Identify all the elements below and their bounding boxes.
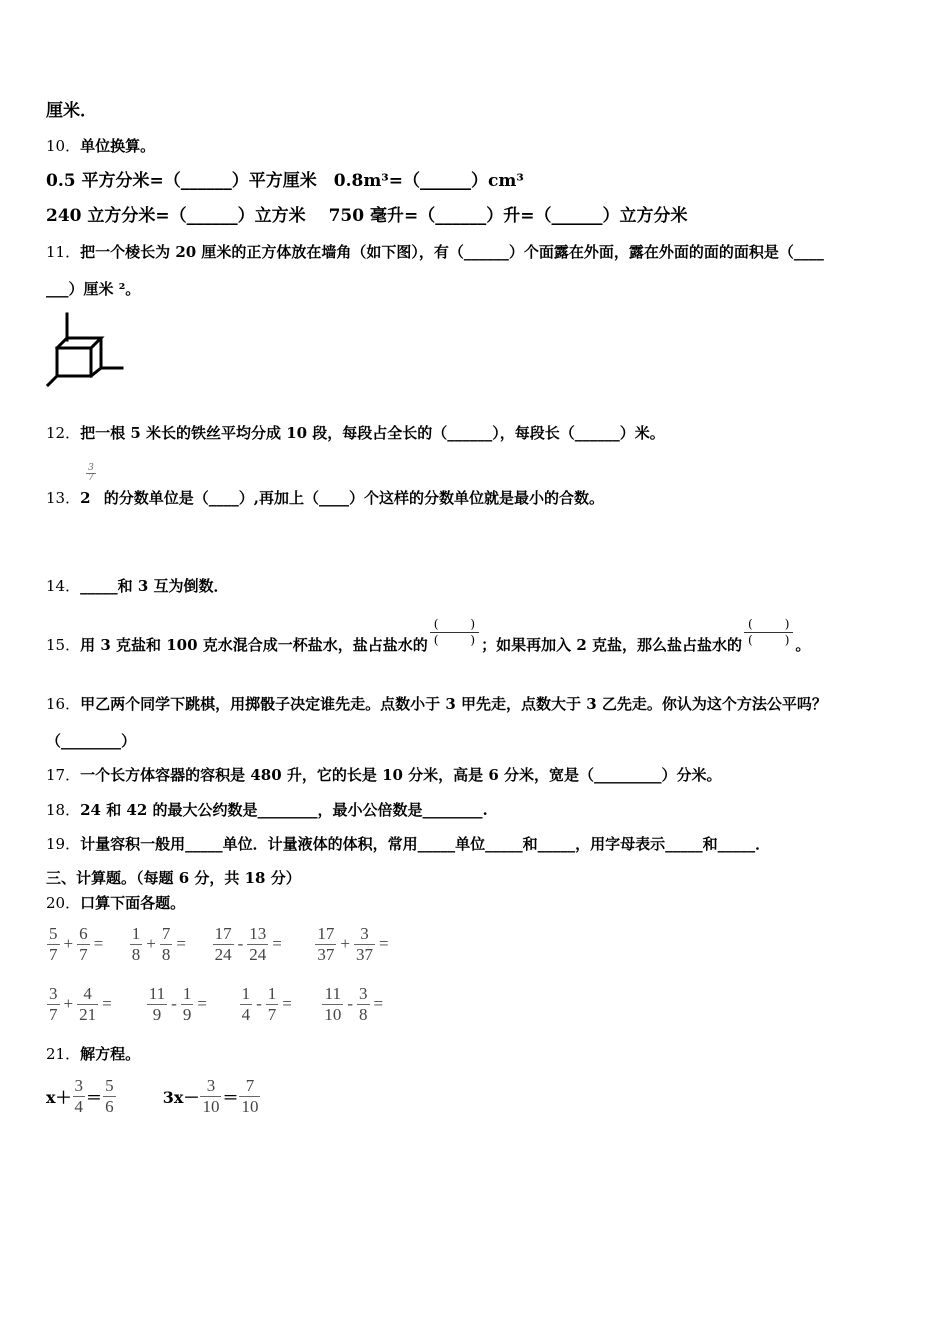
q15-part2: ；如果再加入 2 克盐，那么盐占盐水的	[481, 636, 742, 654]
q10-line1: 0.5 平方分米=（______）平方厘米 0.8m³=（______）cm³	[46, 171, 524, 191]
fraction: $\frac{1}{4}$	[241, 984, 251, 1024]
fraction: $\frac{1}{9}$	[182, 984, 192, 1024]
q15-blank-numerator-2: ( )	[744, 617, 793, 632]
q15-blank-numerator-1: ( )	[430, 617, 479, 632]
q20-r1-item3: $\frac{17}{24}$ - $\frac{13}{24}$ =	[214, 924, 282, 964]
cube-front-face	[57, 348, 91, 376]
q20-r2-item4: $\frac{11}{10}$ - $\frac{3}{8}$ =	[324, 984, 384, 1024]
q16-line1	[46, 695, 827, 713]
q19	[46, 835, 770, 853]
q20-r2-item2: $\frac{11}{9}$ - $\frac{1}{9}$ =	[148, 984, 207, 1024]
fraction: $\frac{3}{8}$	[359, 984, 368, 1024]
fraction: $\frac{6}{7}$	[79, 924, 88, 964]
q17	[46, 766, 722, 784]
q18	[46, 801, 488, 819]
q20-r1-item1: $\frac{5}{7}$ + $\frac{6}{7}$ =	[49, 924, 104, 964]
q20-row2	[46, 985, 419, 1024]
fraction: $\frac{11}{9}$	[148, 984, 166, 1024]
q20-r1-item4: $\frac{17}{37}$ + $\frac{3}{37}$ =	[317, 924, 389, 964]
q19-text: 计量容积一般用_____单位．计量液体的体积，常用_____单位_____和_____，用字母表示_____和_____．	[80, 835, 771, 853]
fraction: $\frac{17}{37}$	[317, 924, 335, 964]
q20-title: 口算下面各题。	[80, 894, 186, 912]
q17-text: 一个长方体容器的容积是 480 升，它的长是 10 分米，高是 6 分米，宽是（_________）分米。	[80, 766, 722, 784]
q20-r2-item3: $\frac{1}{4}$ - $\frac{1}{7}$ =	[241, 984, 292, 1024]
fraction: $\frac{5}{6}$	[105, 1076, 114, 1116]
q20-r2-item1: $\frac{3}{7}$ + $\frac{4}{21}$ =	[49, 984, 112, 1024]
q11-line2: ___）厘米 ²。	[46, 280, 141, 298]
q14-text: _____和 3 互为倒数．	[80, 577, 229, 595]
fraction: $\frac{1}{7}$	[267, 984, 277, 1024]
q15-part1: 用 3 克盐和 100 克水混合成一杯盐水，盐占盐水的	[80, 636, 428, 654]
q11-text1: 把一个棱长为 20 厘米的正方体放在墙角（如下图），有（______）个面露在外面，露在外面的面的面积是（____	[80, 243, 824, 261]
q12-number: 12．	[46, 424, 81, 442]
q21-heading	[46, 1045, 140, 1063]
fraction: $\frac{3}{7}$	[49, 984, 58, 1024]
q20-row1	[46, 925, 412, 964]
q11-line1	[46, 243, 824, 261]
q18-number: 18．	[46, 801, 81, 819]
q13-whole: 2	[80, 489, 91, 507]
q15-blank-fraction-1	[430, 617, 479, 647]
q10-number: 10．	[46, 137, 81, 155]
fraction: $\frac{1}{8}$	[131, 924, 141, 964]
q14-number: 14．	[46, 577, 81, 595]
q15-number: 15．	[46, 636, 81, 654]
q16-text1: 甲乙两个同学下跳棋，用掷骰子决定谁先走。点数小于 3 甲先走，点数大于 3 乙先走。你认为这个方法公平吗？	[80, 695, 827, 713]
fraction: $\frac{13}{24}$	[249, 924, 267, 964]
q20-r1-item2: $\frac{1}{8}$ + $\frac{7}{8}$ =	[131, 924, 186, 964]
fraction: $\frac{3}{10}$	[202, 1076, 220, 1116]
fraction: $\frac{4}{21}$	[79, 984, 97, 1024]
q19-number: 19．	[46, 835, 81, 853]
q10-title: 单位换算。	[80, 137, 156, 155]
fraction: $\frac{5}{7}$	[49, 924, 58, 964]
q15	[46, 617, 811, 654]
fraction: $\frac{17}{24}$	[214, 924, 232, 964]
q10-line2: 240 立方分米=（______）立方米 750 毫升=（______）升=（______）立方分米	[46, 206, 688, 226]
fraction: $\frac{3}{4}$	[74, 1076, 84, 1116]
q13-frac-numerator: 3	[86, 464, 96, 474]
q13-text: 的分数单位是（____）,再加上（____）个这样的分数单位就是最小的合数。	[98, 489, 604, 507]
q12	[46, 424, 665, 442]
q12-text: 把一根 5 米长的铁丝平均分成 10 段，每段占全长的（______），每段长（______）米。	[80, 424, 665, 442]
section-3-heading: 三、计算题。（每题 6 分，共 18 分）	[46, 869, 301, 887]
q16-line2: （________）	[46, 732, 137, 750]
fraction: $\frac{7}{8}$	[161, 924, 171, 964]
fraction: $\frac{11}{10}$	[324, 984, 342, 1024]
q9-tail: 厘米．	[46, 101, 97, 121]
q21-equations	[46, 1077, 261, 1116]
q21-title: 解方程。	[80, 1045, 141, 1063]
q21-number: 21．	[46, 1045, 81, 1063]
q20-number: 20．	[46, 894, 81, 912]
q13-number: 13．	[46, 489, 81, 507]
q14	[46, 577, 228, 595]
q11-number: 11．	[46, 243, 81, 261]
q15-blank-fraction-2	[744, 617, 793, 647]
q13	[46, 489, 604, 507]
fraction: $\frac{3}{37}$	[355, 924, 373, 964]
q21-equation-1: x＋ $\frac{3}{4}$ ＝ $\frac{5}{6}$	[46, 1076, 114, 1116]
fraction: $\frac{7}{10}$	[241, 1076, 259, 1116]
q16-number: 16．	[46, 695, 81, 713]
q17-number: 17．	[46, 766, 81, 784]
q10-heading	[46, 137, 155, 155]
q21-equation-2: 3x－ $\frac{3}{10}$ ＝ $\frac{7}{10}$	[162, 1076, 259, 1116]
q18-text: 24 和 42 的最大公约数是________，最小公倍数是________.	[80, 801, 488, 819]
q15-blank-denominator-1: ( )	[433, 632, 476, 647]
q15-blank-denominator-2: ( )	[748, 632, 790, 647]
cube-corner-figure	[44, 310, 126, 390]
q13-frac-denominator: 7	[88, 473, 94, 483]
q15-part3: 。	[795, 636, 811, 654]
q20-heading	[46, 894, 185, 912]
q13-mixed-fraction	[86, 464, 96, 483]
